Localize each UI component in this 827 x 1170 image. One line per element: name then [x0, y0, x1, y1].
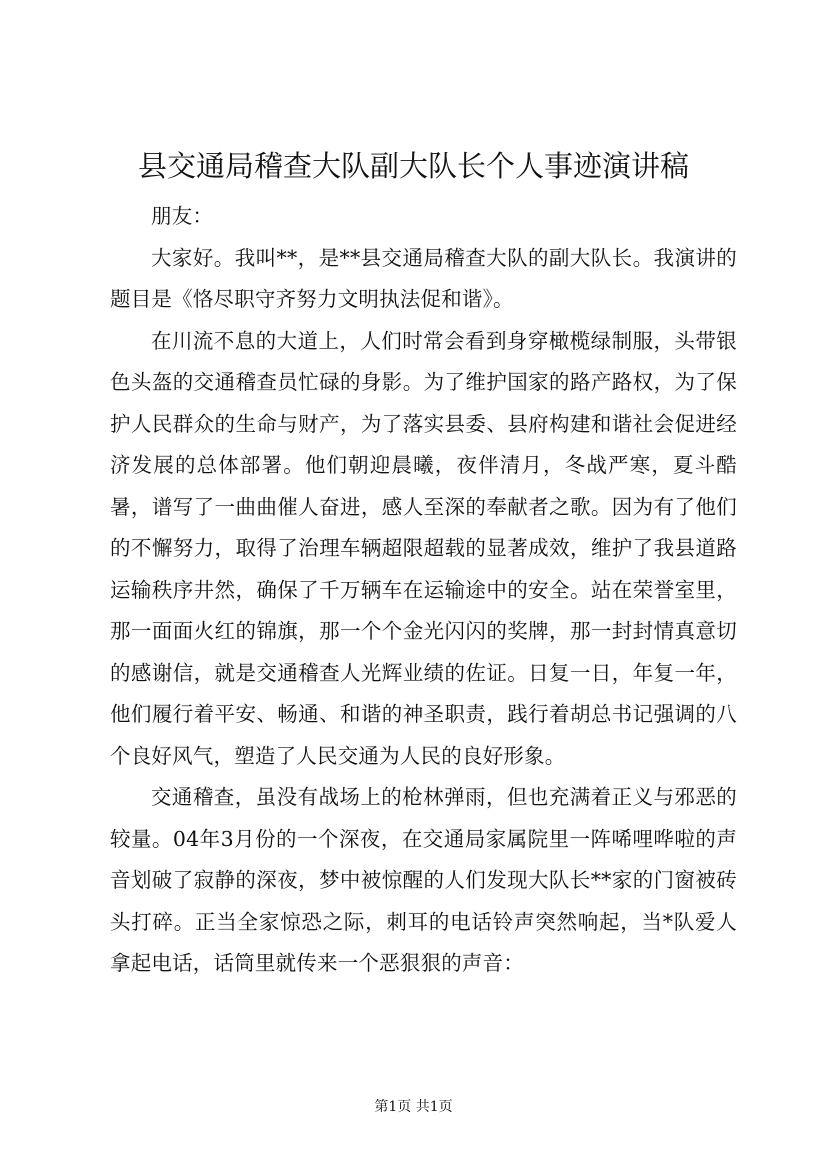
document-body [110, 196, 737, 985]
paragraph-intro: 大家好。我叫**，是**县交通局稽查大队的副大队长。我演讲的题目是《恪尽职守齐努力文明执法促和谐》。 [110, 245, 737, 311]
paragraph-greeting: 朋友： [151, 204, 214, 228]
document-title: 县交通局稽查大队副大队长个人事迹演讲稿 [137, 149, 689, 183]
page-footer: 第1页 共1页 [374, 1099, 453, 1115]
paragraph-story: 交通稽查，虽没有战场上的枪林弹雨，但也充满着正义与邪恶的较量。04年3月份的一个深夜，在交通局家属院里一阵唏哩哗啦的声音划破了寂静的深夜，梦中被惊醒的人们发现大队长**家的门窗被砖头打碎。正当全家惊恐之际，刺耳的电话铃声突然响起，当*队爱人拿起电话，话筒里就传来一个恶狠狠的声音： [110, 785, 737, 975]
paragraph-main: 在川流不息的大道上，人们时常会看到身穿橄榄绿制服，头带银色头盔的交通稽查员忙碌的身影。为了维护国家的路产路权，为了保护人民群众的生命与财产，为了落实县委、县府构建和谐社会促进经济发展的总体部署。他们朝迎晨曦，夜伴清月，冬战严寒，夏斗酷暑，谱写了一曲曲催人奋进，感人至深的奉献者之歌。因为有了他们的不懈努力，取得了治理车辆超限超载的显著成效，维护了我县道路运输秩序井然，确保了千万辆车在运输途中的安全。站在荣誉室里，那一面面火红的锦旗，那一个个金光闪闪的奖牌，那一封封情真意切的感谢信，就是交通稽查人光辉业绩的佐证。日复一日，年复一年，他们履行着平安、畅通、和谐的神圣职责，践行着胡总书记强调的八个良好风气，塑造了人民交通为人民的良好形象。 [110, 328, 737, 768]
